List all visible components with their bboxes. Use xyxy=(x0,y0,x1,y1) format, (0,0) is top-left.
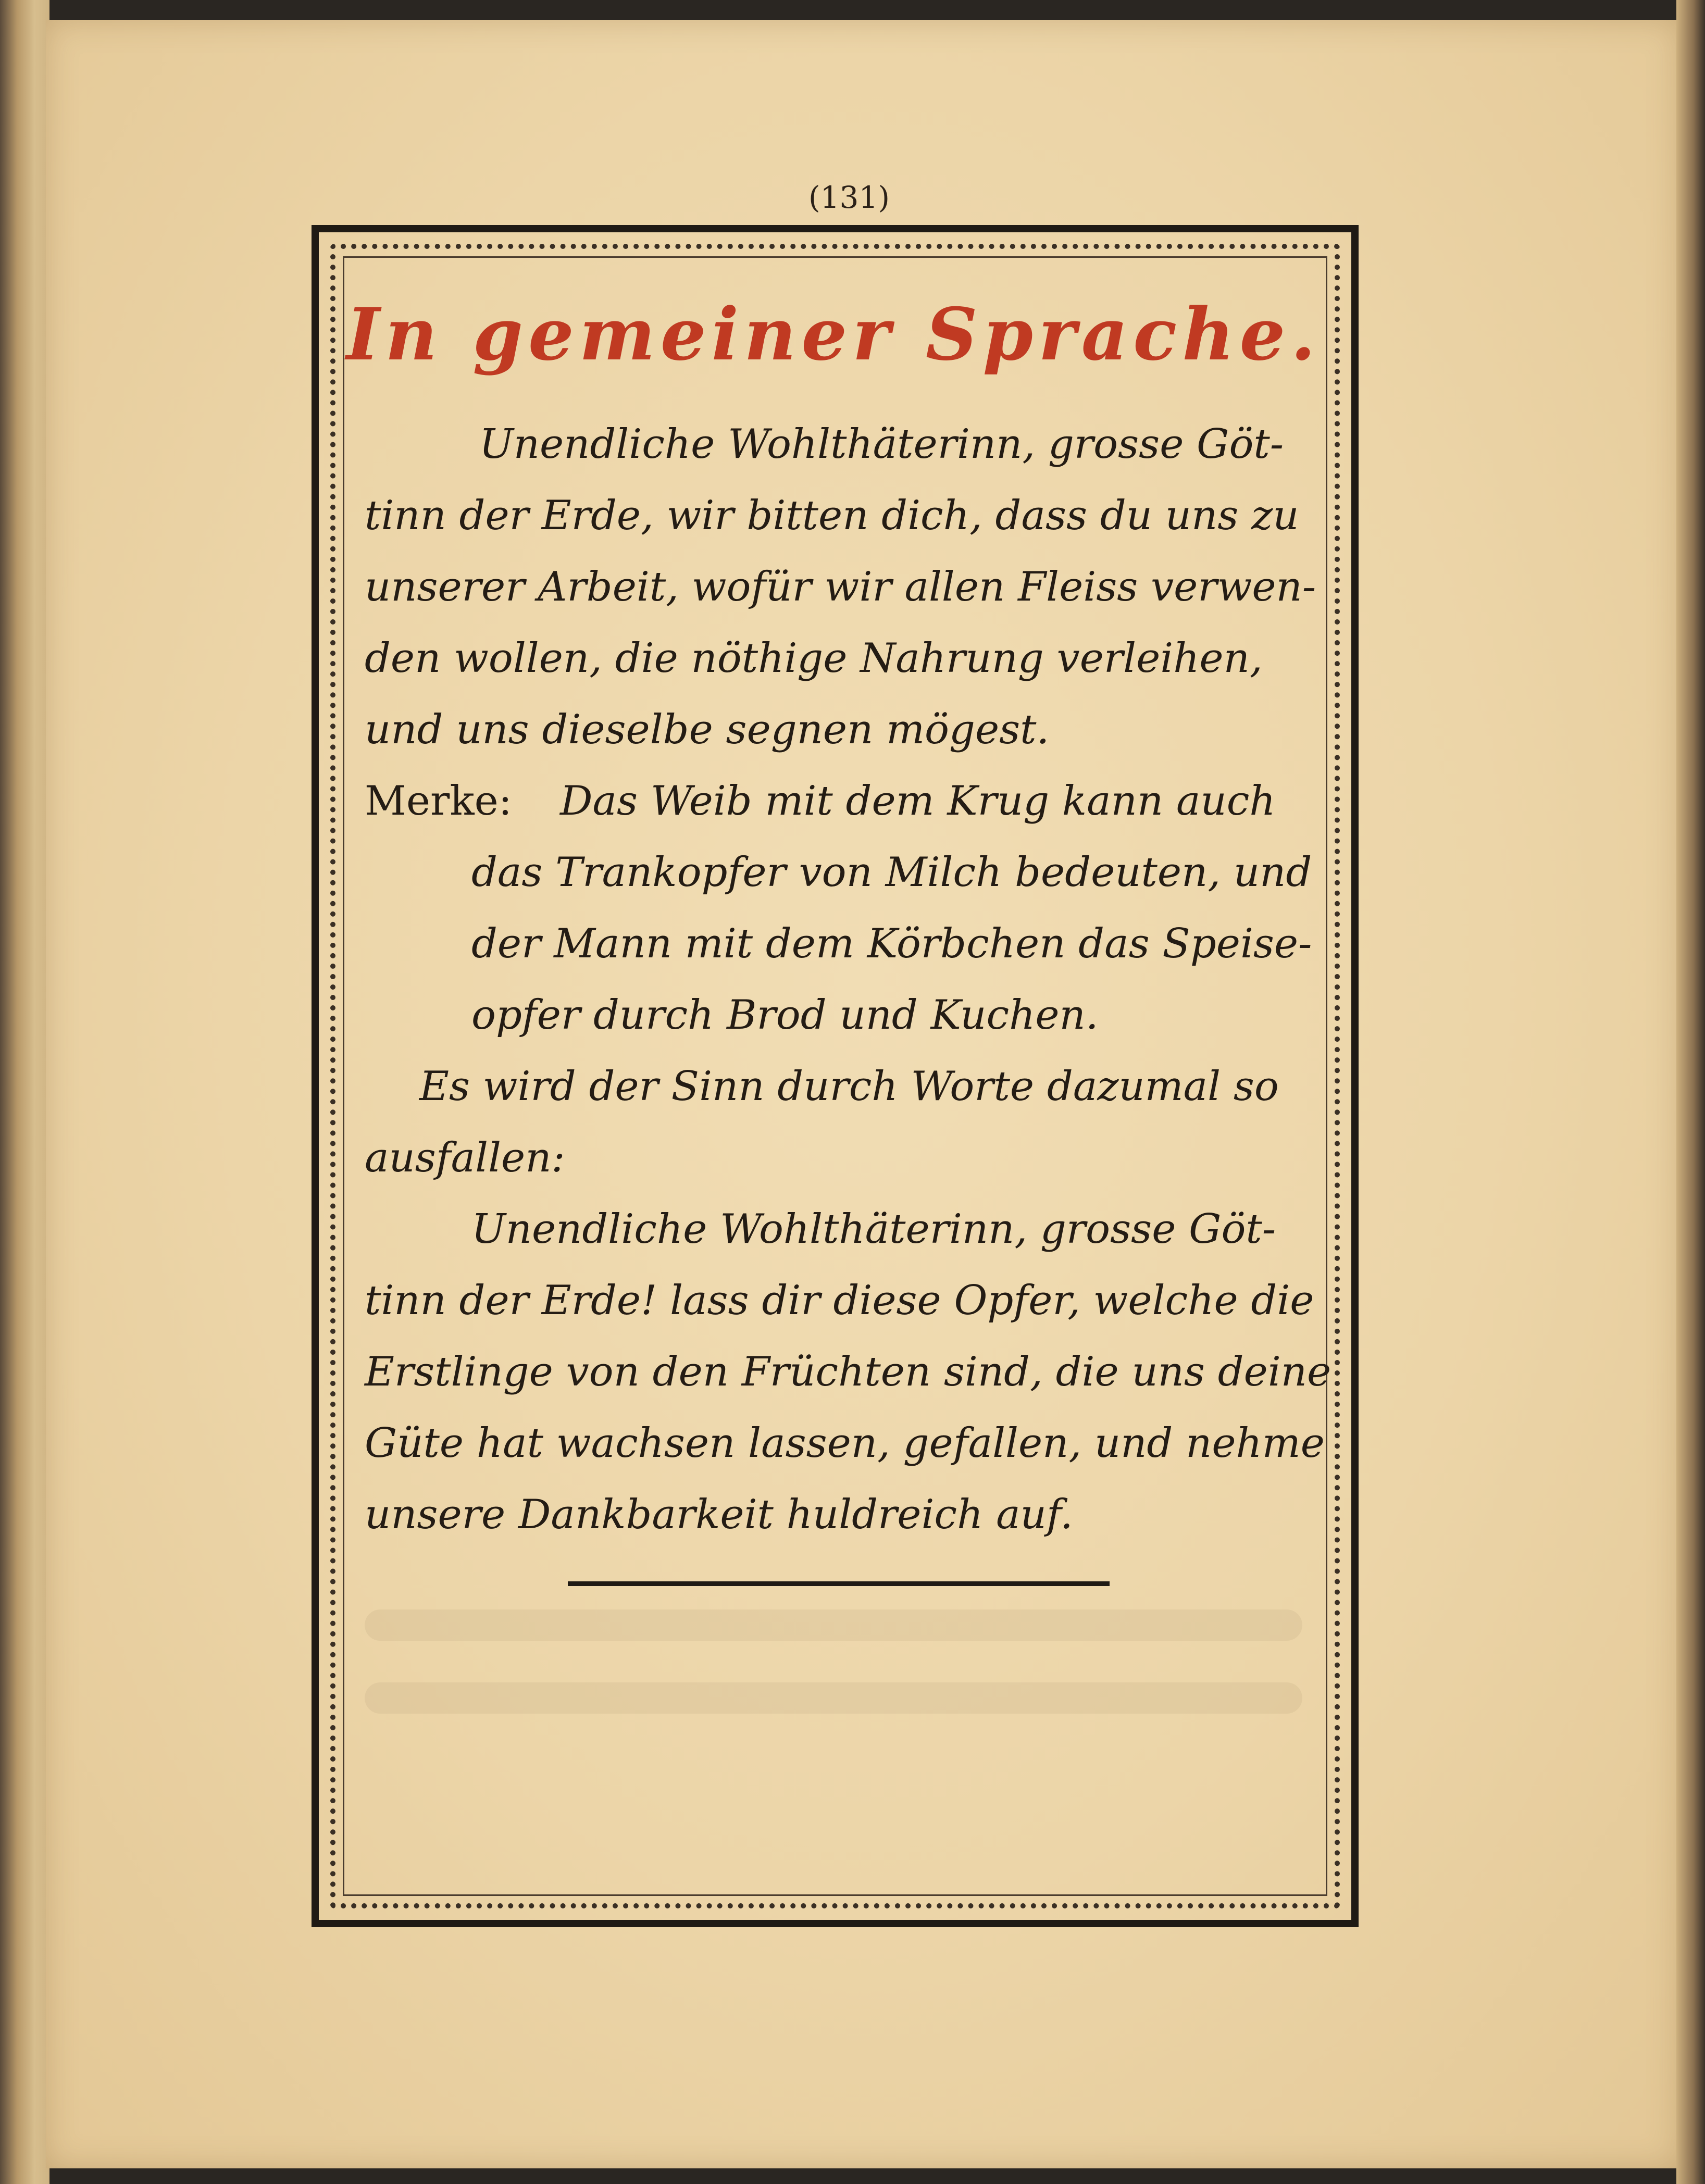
text-line: unsere Dankbarkeit huldreich auf. xyxy=(365,1491,1073,1538)
closing-rule xyxy=(568,1581,1110,1586)
text-line: tinn der Erde, wir bitten dich, dass du uns zu xyxy=(365,492,1299,539)
left-page-edge xyxy=(0,0,49,2184)
text-line: opfer durch Brod und Kuchen. xyxy=(471,992,1099,1039)
page-number: (131) xyxy=(808,180,890,215)
text-line: Es wird der Sinn durch Worte dazumal so xyxy=(419,1063,1279,1110)
text-line: der Mann mit dem Körbchen das Speise- xyxy=(471,920,1312,967)
text-line: und uns dieselbe segnen mögest. xyxy=(365,706,1050,753)
text-line: das Trankopfer von Milch bedeuten, und xyxy=(471,849,1312,896)
text-line: unserer Arbeit, wofür wir allen Fleiss verwen- xyxy=(365,564,1316,610)
text-line: Das Weib mit dem Krug kann auch xyxy=(560,778,1276,825)
text-line: Unendliche Wohlthäterinn, grosse Göt- xyxy=(471,1206,1276,1253)
right-page-edge xyxy=(1676,0,1705,2184)
text-line: Erstlinge von den Früchten sind, die uns deine xyxy=(365,1349,1331,1395)
text-line: tinn der Erde! lass dir diese Opfer, welche die xyxy=(365,1277,1314,1324)
text-line: Güte hat wachsen lassen, gefallen, und nehme xyxy=(365,1420,1325,1467)
section-heading: In gemeiner Sprache. xyxy=(346,292,1321,377)
note-label: Merke: xyxy=(365,778,513,825)
text-line: den wollen, die nöthige Nahrung verleihen, xyxy=(365,635,1263,682)
text-line: Unendliche Wohlthäterinn, grosse Göt- xyxy=(479,421,1284,468)
text-line: ausfallen: xyxy=(365,1134,565,1181)
